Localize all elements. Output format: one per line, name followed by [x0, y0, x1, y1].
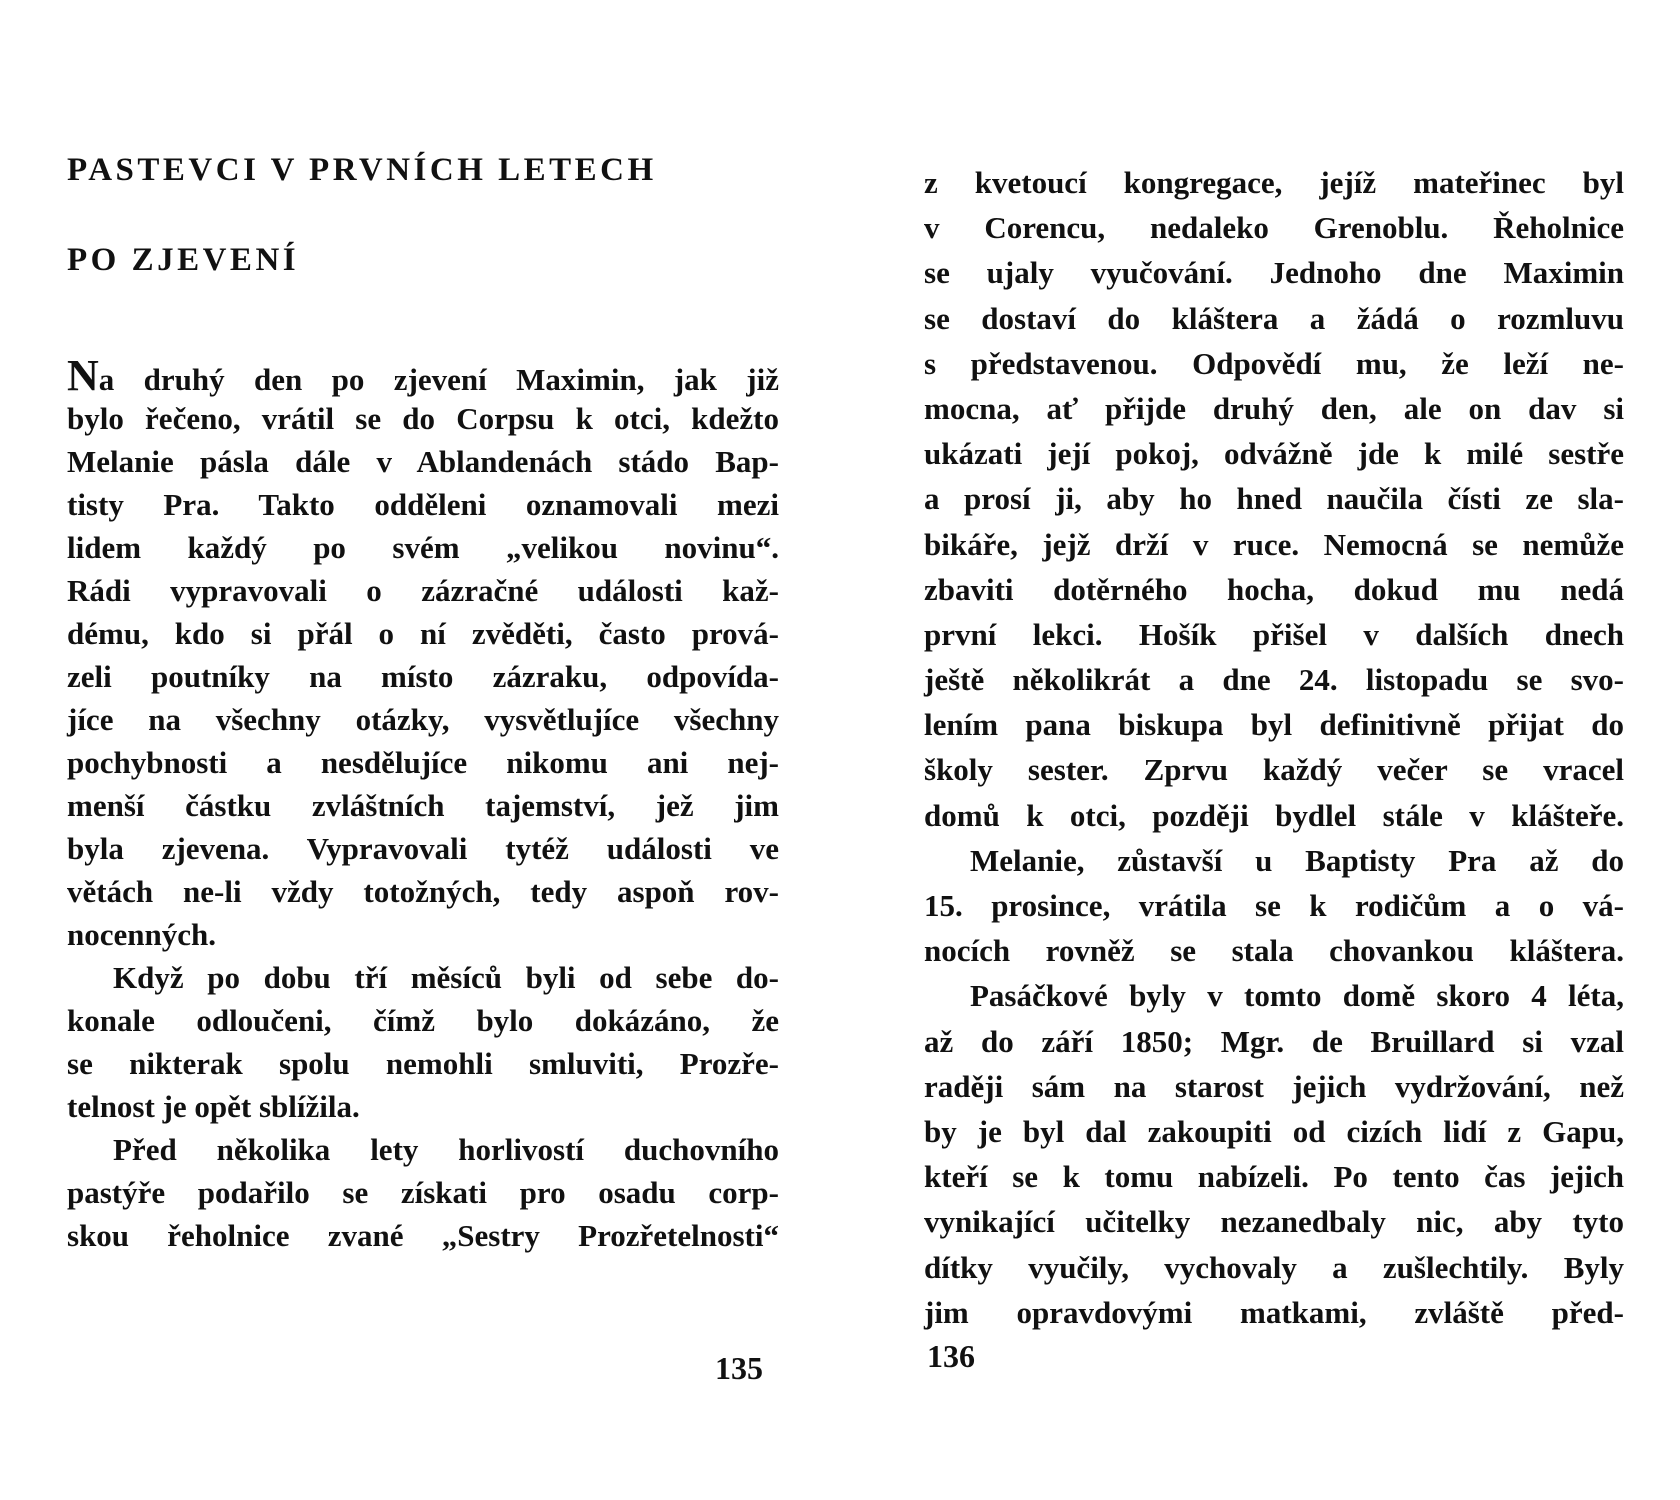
text-line-content: s představenou. Odpovědí mu, že leží ne-: [924, 345, 1624, 381]
text-line-content: skou řeholnice zvané „Sestry Prozřetelnosti“: [67, 1218, 779, 1253]
text-line: [67, 1171, 779, 1214]
text-line: [924, 657, 1624, 702]
text-line: [67, 397, 779, 440]
text-line-content: se dostaví do kláštera a žádá o rozmluvu: [924, 300, 1624, 336]
text-line: [67, 741, 779, 784]
text-line-content: nocenných.: [67, 917, 216, 952]
text-line: [67, 1128, 779, 1171]
text-line: [67, 870, 779, 913]
text-line-content: mocna, ať přijde druhý den, ale on dav si: [924, 390, 1624, 426]
text-line-content: z kvetoucí kongregace, jejíž mateřinec byl: [924, 165, 1624, 200]
text-line: [67, 440, 779, 483]
text-line-content: ukázati její pokoj, odvážně jde k milé sestře: [924, 436, 1624, 472]
text-line-content: ještě několikrát a dne 24. listopadu se svo-: [924, 662, 1624, 698]
text-line-content: zeli poutníky na místo zázraku, odpovída-: [67, 659, 779, 694]
text-line: [924, 567, 1624, 612]
text-line: [924, 747, 1624, 792]
text-line: [67, 698, 779, 741]
text-line-content: a druhý den po zjevení Maximin, jak již: [98, 362, 779, 397]
text-line: [67, 569, 779, 612]
text-line-content: školy sester. Zprvu každý večer se vracel: [924, 752, 1624, 788]
text-line-content: 15. prosince, vrátila se k rodičům a o vá-: [924, 888, 1624, 923]
text-line-content: tisty Pra. Takto odděleni oznamovali mezi: [67, 487, 779, 522]
text-line: [924, 1109, 1624, 1154]
text-line-content: konale odloučeni, čímž bylo dokázáno, že: [67, 1003, 779, 1038]
text-line: [67, 1085, 779, 1128]
text-line: [924, 1290, 1624, 1335]
text-line: [924, 250, 1624, 295]
text-line: [67, 612, 779, 655]
text-line-content: jim opravdovými matkami, zvláště před-: [924, 1294, 1624, 1330]
text-line: [924, 1019, 1624, 1064]
text-line: [924, 386, 1624, 431]
text-line-content: nocích rovněž se stala chovankou kláštera.: [924, 933, 1624, 969]
text-line: [924, 928, 1624, 973]
text-line-content: až do září 1850; Mgr. de Bruillard si vzal: [924, 1023, 1624, 1059]
text-line-content: Když po dobu tří měsíců byli od sebe do-: [113, 960, 779, 995]
text-line-content: byla zjevena. Vypravovali tytéž události ve: [67, 831, 779, 866]
text-line-content: lením pana biskupa byl definitivně přijat do: [924, 707, 1624, 743]
text-line: [924, 1064, 1624, 1109]
drop-cap: N: [67, 351, 99, 400]
text-line-content: raději sám na starost jejich vydržování, než: [924, 1068, 1624, 1104]
text-line: [67, 483, 779, 526]
text-line: [67, 526, 779, 569]
text-line: [924, 838, 1624, 883]
text-line: [67, 999, 779, 1042]
text-line: [67, 351, 779, 400]
text-line-content: se ujaly vyučování. Jednoho dne Maximin: [924, 255, 1624, 291]
text-line: [67, 956, 779, 999]
text-line: [67, 913, 779, 956]
text-line: [924, 341, 1624, 386]
text-line: [924, 702, 1624, 747]
text-line: [924, 205, 1624, 250]
text-line-content: dému, kdo si přál o ní zvěděti, často prová-: [67, 616, 779, 651]
text-line-content: Melanie, zůstavší u Baptisty Pra až do: [970, 842, 1624, 878]
text-line: [924, 1154, 1624, 1199]
chapter-title-line-2: PO ZJEVENÍ: [67, 242, 300, 278]
text-line-content: telnost je opět sblížila.: [67, 1089, 360, 1124]
text-line-content: zbaviti dotěrného hocha, dokud mu nedá: [924, 571, 1624, 607]
text-line: [924, 160, 1624, 205]
text-line: [924, 1199, 1624, 1244]
text-line-content: jíce na všechny otázky, vysvětlujíce všechny: [67, 702, 779, 737]
text-line: [924, 612, 1624, 657]
text-line: [924, 431, 1624, 476]
text-line-content: větách ne-li vždy totožných, tedy aspoň rov-: [67, 874, 779, 909]
text-line-content: vynikající učitelky nezanedbaly nic, aby tyto: [924, 1204, 1624, 1240]
text-line: [67, 655, 779, 698]
text-line: [67, 1042, 779, 1085]
text-line-content: bylo řečeno, vrátil se do Corpsu k otci, kdežto: [67, 401, 779, 436]
right-page-body: [924, 160, 1624, 1335]
text-line: [924, 793, 1624, 838]
text-line-content: dítky vyučily, vychovaly a zušlechtily. Byly: [924, 1249, 1624, 1285]
text-line: [67, 1214, 779, 1257]
text-line-content: by je byl dal zakoupiti od cizích lidí z Gapu,: [924, 1113, 1624, 1149]
text-line: [924, 883, 1624, 928]
page-number: 136: [927, 1338, 975, 1374]
text-line-content: a prosí ji, aby ho hned naučila čísti ze sla-: [924, 481, 1624, 517]
text-line-content: první lekci. Hošík přišel v dalších dnech: [924, 616, 1624, 652]
text-line: [924, 296, 1624, 341]
text-line-content: v Corencu, nedaleko Grenoblu. Řeholnice: [924, 210, 1624, 246]
text-line: [924, 1245, 1624, 1290]
text-line-content: lidem každý po svém „velikou novinu“.: [67, 530, 779, 565]
page-number: 135: [715, 1350, 763, 1386]
text-line: [67, 784, 779, 827]
text-line-content: se nikterak spolu nemohli smluviti, Prozře-: [67, 1046, 779, 1081]
text-line-content: pochybnosti a nesdělujíce nikomu ani nej-: [67, 745, 779, 780]
text-line-content: Pasáčkové byly v tomto domě skoro 4 léta,: [970, 978, 1624, 1014]
text-line-content: pastýře podařilo se získati pro osadu corp-: [67, 1175, 779, 1210]
left-page-body: [67, 351, 779, 1257]
text-line-content: kteří se k tomu nabízeli. Po tento čas jejich: [924, 1159, 1624, 1195]
text-line: [924, 522, 1624, 567]
text-line-content: bikáře, jejž drží v ruce. Nemocná se nemůže: [924, 526, 1624, 562]
text-line-content: domů k otci, později bydlel stále v klášteře.: [924, 797, 1624, 833]
chapter-title-line-1: PASTEVCI V PRVNÍCH LETECH: [67, 152, 657, 188]
text-line: [924, 973, 1624, 1018]
text-line: [67, 827, 779, 870]
text-line-content: Melanie pásla dále v Ablandenách stádo Bap-: [67, 444, 779, 479]
text-line-content: Před několika lety horlivostí duchovního: [113, 1132, 779, 1167]
text-line-content: Rádi vypravovali o zázračné události kaž-: [67, 573, 779, 608]
text-line-content: menší částku zvláštních tajemství, jež jim: [67, 788, 779, 823]
text-line: [924, 476, 1624, 521]
